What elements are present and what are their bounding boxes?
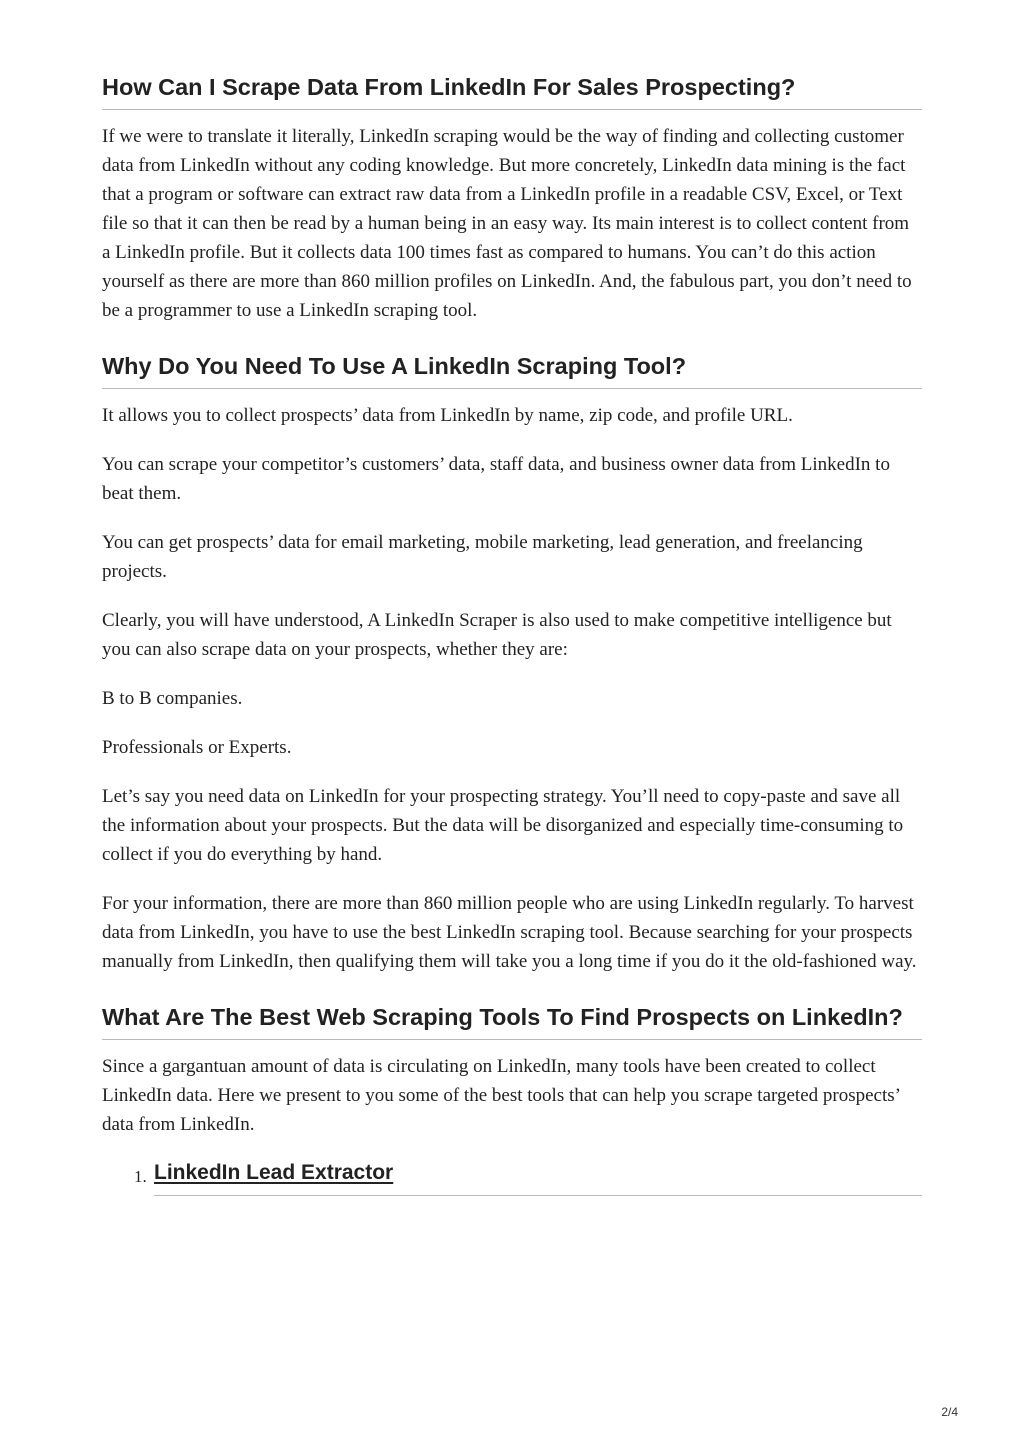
paragraph: You can get prospects’ data for email marketing, mobile marketing, lead generation, and freelancing projects. (102, 532, 863, 582)
paragraph: If we were to translate it literally, LinkedIn scraping would be the way of finding and collecting customer data from LinkedIn without any coding knowledge. But more concretely, LinkedIn data mining is the fact that a program or software can extract raw data from a LinkedIn profile in a readable CSV, Excel, or Text file so that it can then be read by a human being in an easy way. Its main interest is to collect content from a LinkedIn profile. But it collects data 100 times fast as compared to humans. You can’t do this action yourself as there are more than 860 million profiles on LinkedIn. And, the fabulous part, you don’t need to be a programmer to use a LinkedIn scraping tool. (102, 126, 912, 321)
paragraph: Let’s say you need data on LinkedIn for your prospecting strategy. You’ll need to copy-paste and save all the information about your prospects. But the data will be disorganized and especially time-consuming to collect if you do everything by hand. (102, 786, 904, 865)
section-heading-best-tools: What Are The Best Web Scraping Tools To Find Prospects on LinkedIn? (102, 1002, 922, 1040)
tool-list (102, 1159, 922, 1196)
linkedin-lead-extractor-link[interactable]: LinkedIn Lead Extractor (154, 1161, 394, 1184)
document-page (102, 72, 922, 1196)
paragraph: Since a gargantuan amount of data is circulating on LinkedIn, many tools have been created to collect LinkedIn data. Here we present to you some of the best tools that can help you scrape targeted prospects’ data from LinkedIn. (102, 1056, 900, 1135)
paragraph: It allows you to collect prospects’ data from LinkedIn by name, zip code, and profile URL. (102, 405, 793, 426)
tool-heading (154, 1159, 922, 1196)
list-marker: 1. (134, 1167, 147, 1186)
page-number: 2/4 (941, 1405, 958, 1419)
list-item (134, 1159, 922, 1196)
paragraph: Professionals or Experts. (102, 737, 292, 758)
paragraph: You can scrape your competitor’s customers’ data, staff data, and business owner data from LinkedIn to beat them. (102, 454, 890, 504)
paragraph: B to B companies. (102, 688, 243, 709)
section-heading-scrape-linkedin: How Can I Scrape Data From LinkedIn For Sales Prospecting? (102, 72, 922, 110)
paragraph: Clearly, you will have understood, A LinkedIn Scraper is also used to make competitive intelligence but you can also scrape data on your prospects, whether they are: (102, 610, 892, 660)
paragraph: For your information, there are more than 860 million people who are using LinkedIn regularly. To harvest data from LinkedIn, you have to use the best LinkedIn scraping tool. Because searching for your prospects manually from LinkedIn, then qualifying them will take you a long time if you do it the old-fashioned way. (102, 893, 917, 972)
section-heading-why-use-tool: Why Do You Need To Use A LinkedIn Scraping Tool? (102, 351, 922, 389)
